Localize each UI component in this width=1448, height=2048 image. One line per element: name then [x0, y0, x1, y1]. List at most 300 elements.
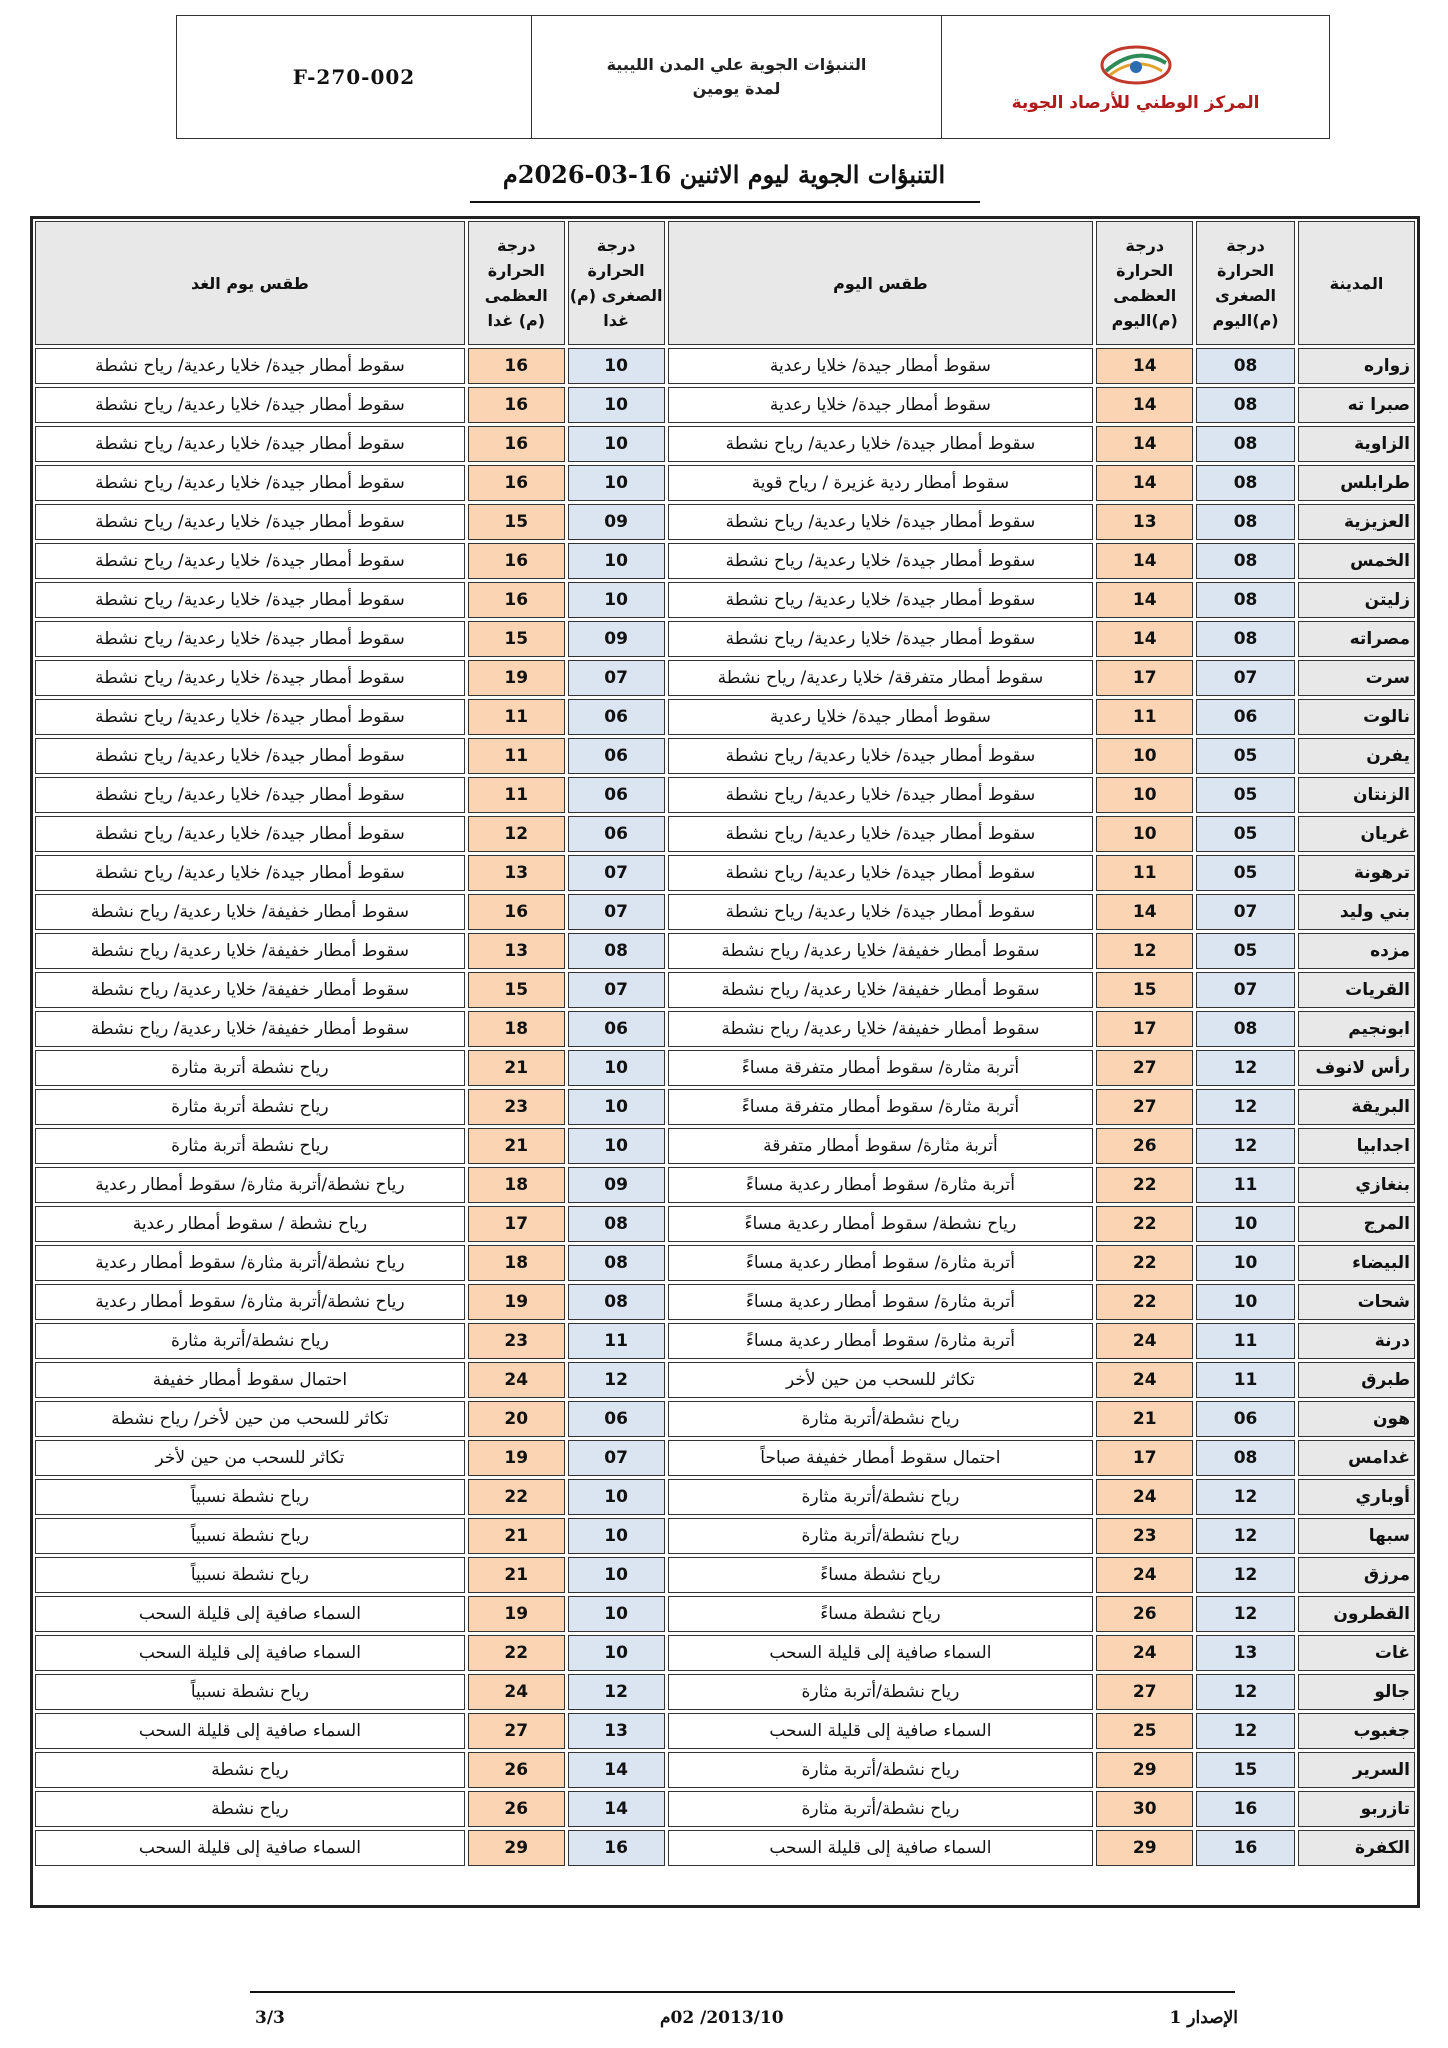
- organization: [942, 16, 1329, 138]
- table-cell-tmax-tomorrow: 17: [468, 1206, 565, 1242]
- table-cell-weather-tomorrow: سقوط أمطار خفيفة/ خلايا رعدية/ رياح نشطة: [35, 972, 465, 1008]
- table-cell-weather-today: أتربة مثارة/ سقوط أمطار رعدية مساءً: [668, 1284, 1094, 1320]
- table-cell-weather-today: سقوط أمطار جيدة/ خلايا رعدية/ رياح نشطة: [668, 582, 1094, 618]
- table-cell-city: ترهونة: [1298, 855, 1415, 891]
- table-cell-weather-tomorrow: سقوط أمطار جيدة/ خلايا رعدية/ رياح نشطة: [35, 387, 465, 423]
- table-cell-tmin-tomorrow: 12: [568, 1674, 665, 1710]
- table-cell-tmin-tomorrow: 08: [568, 1206, 665, 1242]
- table-cell-tmax-tomorrow: 22: [468, 1635, 565, 1671]
- table-cell-city: هون: [1298, 1401, 1415, 1437]
- table-cell-tmax-today: 14: [1096, 348, 1193, 384]
- table-row: [35, 1518, 1415, 1554]
- table-cell-weather-tomorrow: السماء صافية إلى قليلة السحب: [35, 1713, 465, 1749]
- table-cell-tmin-tomorrow: 10: [568, 543, 665, 579]
- table-cell-weather-today: أتربة مثارة/ سقوط أمطار متفرقة مساءً: [668, 1089, 1094, 1125]
- table-cell-weather-today: سقوط أمطار جيدة/ خلايا رعدية/ رياح نشطة: [668, 816, 1094, 852]
- table-cell-tmin-today: 06: [1196, 1401, 1295, 1437]
- table-cell-weather-tomorrow: رياح نشطة/أتربة مثارة/ سقوط أمطار رعدية: [35, 1284, 465, 1320]
- table-cell-weather-tomorrow: احتمال سقوط أمطار خفيفة: [35, 1362, 465, 1398]
- table-cell-tmin-tomorrow: 10: [568, 1635, 665, 1671]
- table-cell-tmin-today: 11: [1196, 1323, 1295, 1359]
- table-cell-weather-tomorrow: سقوط أمطار جيدة/ خلايا رعدية/ رياح نشطة: [35, 543, 465, 579]
- table-cell-weather-tomorrow: رياح نشطة: [35, 1791, 465, 1827]
- table-cell-weather-today: رياح نشطة/أتربة مثارة: [668, 1791, 1094, 1827]
- table-cell-weather-today: سقوط أمطار خفيفة/ خلايا رعدية/ رياح نشطة: [668, 972, 1094, 1008]
- col-header-weather-today: طقس اليوم: [668, 221, 1094, 345]
- table-cell-weather-tomorrow: تكاثر للسحب من حين لأخر: [35, 1440, 465, 1476]
- table-cell-tmax-today: 10: [1096, 777, 1193, 813]
- table-cell-tmin-tomorrow: 10: [568, 465, 665, 501]
- table-row: [35, 465, 1415, 501]
- document-header: [176, 15, 1330, 139]
- table-cell-weather-tomorrow: سقوط أمطار خفيفة/ خلايا رعدية/ رياح نشطة: [35, 894, 465, 930]
- table-cell-tmin-tomorrow: 10: [568, 1596, 665, 1632]
- table-cell-tmin-today: 07: [1196, 894, 1295, 930]
- table-row: [35, 1635, 1415, 1671]
- table-cell-tmax-tomorrow: 16: [468, 582, 565, 618]
- table-row: [35, 1284, 1415, 1320]
- table-cell-tmin-tomorrow: 14: [568, 1752, 665, 1788]
- table-row: [35, 1050, 1415, 1086]
- table-cell-city: بنغازي: [1298, 1167, 1415, 1203]
- table-cell-weather-tomorrow: سقوط أمطار جيدة/ خلايا رعدية/ رياح نشطة: [35, 504, 465, 540]
- table-cell-tmax-tomorrow: 29: [468, 1830, 565, 1866]
- table-row: [35, 933, 1415, 969]
- table-cell-weather-today: سقوط أمطار خفيفة/ خلايا رعدية/ رياح نشطة: [668, 933, 1094, 969]
- header-title-line1: التنبؤات الجوية علي المدن الليبية: [606, 55, 867, 74]
- table-cell-city: الزاوية: [1298, 426, 1415, 462]
- table-cell-tmax-today: 27: [1096, 1674, 1193, 1710]
- table-cell-tmax-today: 27: [1096, 1050, 1193, 1086]
- table-cell-tmax-tomorrow: 19: [468, 1284, 565, 1320]
- table-cell-weather-today: رياح نشطة/أتربة مثارة: [668, 1401, 1094, 1437]
- table-cell-weather-tomorrow: سقوط أمطار جيدة/ خلايا رعدية/ رياح نشطة: [35, 426, 465, 462]
- table-cell-tmin-tomorrow: 10: [568, 1050, 665, 1086]
- table-cell-city: مزده: [1298, 933, 1415, 969]
- table-cell-tmin-today: 08: [1196, 348, 1295, 384]
- table-cell-weather-today: رياح نشطة/ سقوط أمطار رعدية مساءً: [668, 1206, 1094, 1242]
- table-cell-city: غريان: [1298, 816, 1415, 852]
- footer-edition: الإصدار 1: [1169, 2008, 1238, 2028]
- table-cell-city: بني وليد: [1298, 894, 1415, 930]
- table-row: [35, 699, 1415, 735]
- table-cell-tmin-today: 12: [1196, 1518, 1295, 1554]
- table-cell-tmin-tomorrow: 09: [568, 504, 665, 540]
- table-cell-tmin-tomorrow: 07: [568, 660, 665, 696]
- table-cell-tmax-today: 12: [1096, 933, 1193, 969]
- header-title-line2: لمدة يومين: [692, 79, 781, 98]
- table-cell-tmax-tomorrow: 21: [468, 1518, 565, 1554]
- table-row: [35, 1752, 1415, 1788]
- table-row: [35, 1479, 1415, 1515]
- table-cell-tmin-today: 05: [1196, 816, 1295, 852]
- table-cell-tmin-tomorrow: 09: [568, 621, 665, 657]
- table-cell-weather-today: رياح نشطة/أتربة مثارة: [668, 1518, 1094, 1554]
- table-cell-tmin-tomorrow: 06: [568, 816, 665, 852]
- table-cell-tmax-tomorrow: 21: [468, 1050, 565, 1086]
- footer-rule: [250, 1991, 1235, 1993]
- table-cell-tmax-tomorrow: 16: [468, 348, 565, 384]
- table-cell-tmax-tomorrow: 16: [468, 465, 565, 501]
- table-cell-weather-today: تكاثر للسحب من حين لأخر: [668, 1362, 1094, 1398]
- table-cell-tmin-tomorrow: 10: [568, 1479, 665, 1515]
- table-cell-tmin-today: 11: [1196, 1167, 1295, 1203]
- table-row: [35, 1557, 1415, 1593]
- table-cell-tmax-today: 22: [1096, 1167, 1193, 1203]
- table-cell-tmin-today: 08: [1196, 1440, 1295, 1476]
- table-cell-tmin-today: 10: [1196, 1284, 1295, 1320]
- table-cell-tmin-tomorrow: 06: [568, 1011, 665, 1047]
- table-cell-tmax-tomorrow: 24: [468, 1362, 565, 1398]
- table-cell-city: العزيزية: [1298, 504, 1415, 540]
- table-cell-weather-tomorrow: سقوط أمطار خفيفة/ خلايا رعدية/ رياح نشطة: [35, 1011, 465, 1047]
- table-cell-weather-tomorrow: رياح نشطة نسبياً: [35, 1479, 465, 1515]
- table-cell-city: زليتن: [1298, 582, 1415, 618]
- table-cell-tmax-today: 11: [1096, 699, 1193, 735]
- table-row: [35, 894, 1415, 930]
- table-cell-tmax-tomorrow: 26: [468, 1752, 565, 1788]
- table-cell-weather-today: رياح نشطة/أتربة مثارة: [668, 1674, 1094, 1710]
- table-row: [35, 1791, 1415, 1827]
- table-cell-weather-tomorrow: رياح نشطة أتربة مثارة: [35, 1089, 465, 1125]
- table-cell-tmax-today: 14: [1096, 387, 1193, 423]
- table-row: [35, 1089, 1415, 1125]
- table-cell-tmax-today: 21: [1096, 1401, 1193, 1437]
- table-row: [35, 816, 1415, 852]
- table-cell-tmin-tomorrow: 06: [568, 1401, 665, 1437]
- table-cell-city: رأس لانوف: [1298, 1050, 1415, 1086]
- table-cell-tmin-tomorrow: 10: [568, 348, 665, 384]
- table-cell-tmin-tomorrow: 07: [568, 894, 665, 930]
- col-header-tmax-tomorrow: درجة الحرارة العظمى (م) غدا: [468, 221, 565, 345]
- table-cell-tmin-today: 08: [1196, 1011, 1295, 1047]
- table-cell-city: أوباري: [1298, 1479, 1415, 1515]
- table-cell-city: القطرون: [1298, 1596, 1415, 1632]
- table-cell-weather-today: السماء صافية إلى قليلة السحب: [668, 1635, 1094, 1671]
- table-row: [35, 387, 1415, 423]
- table-cell-weather-tomorrow: رياح نشطة أتربة مثارة: [35, 1050, 465, 1086]
- table-cell-tmin-tomorrow: 06: [568, 738, 665, 774]
- table-cell-weather-today: أتربة مثارة/ سقوط أمطار رعدية مساءً: [668, 1167, 1094, 1203]
- footer-date: 2013/10/ 02م: [660, 2008, 784, 2028]
- table-cell-weather-tomorrow: السماء صافية إلى قليلة السحب: [35, 1830, 465, 1866]
- table-cell-city: جالو: [1298, 1674, 1415, 1710]
- table-cell-tmin-today: 10: [1196, 1206, 1295, 1242]
- table-cell-tmax-today: 24: [1096, 1362, 1193, 1398]
- table-row: [35, 426, 1415, 462]
- table-cell-weather-today: أتربة مثارة/ سقوط أمطار رعدية مساءً: [668, 1245, 1094, 1281]
- table-cell-weather-tomorrow: سقوط أمطار جيدة/ خلايا رعدية/ رياح نشطة: [35, 582, 465, 618]
- table-cell-tmax-today: 24: [1096, 1557, 1193, 1593]
- table-cell-weather-today: سقوط أمطار ردية غزيرة / رياح قوية: [668, 465, 1094, 501]
- table-row: [35, 777, 1415, 813]
- table-cell-tmin-today: 06: [1196, 699, 1295, 735]
- table-cell-tmin-today: 05: [1196, 855, 1295, 891]
- table-cell-tmax-today: 30: [1096, 1791, 1193, 1827]
- table-cell-weather-today: سقوط أمطار جيدة/ خلايا رعدية/ رياح نشطة: [668, 543, 1094, 579]
- table-cell-city: طرابلس: [1298, 465, 1415, 501]
- table-cell-tmax-today: 10: [1096, 738, 1193, 774]
- table-cell-weather-tomorrow: سقوط أمطار جيدة/ خلايا رعدية/ رياح نشطة: [35, 738, 465, 774]
- table-row: [35, 855, 1415, 891]
- table-cell-tmax-today: 25: [1096, 1713, 1193, 1749]
- table-cell-tmax-today: 10: [1096, 816, 1193, 852]
- table-cell-tmax-tomorrow: 15: [468, 972, 565, 1008]
- table-cell-tmin-tomorrow: 07: [568, 1440, 665, 1476]
- table-cell-weather-today: سقوط أمطار جيدة/ خلايا رعدية/ رياح نشطة: [668, 777, 1094, 813]
- table-cell-weather-tomorrow: السماء صافية إلى قليلة السحب: [35, 1635, 465, 1671]
- table-cell-tmax-today: 14: [1096, 582, 1193, 618]
- table-cell-tmin-today: 08: [1196, 543, 1295, 579]
- table-cell-tmin-today: 08: [1196, 621, 1295, 657]
- table-cell-tmin-today: 11: [1196, 1362, 1295, 1398]
- table-cell-city: السرير: [1298, 1752, 1415, 1788]
- table-cell-tmax-today: 22: [1096, 1284, 1193, 1320]
- table-cell-city: سرت: [1298, 660, 1415, 696]
- table-cell-weather-tomorrow: رياح نشطة نسبياً: [35, 1674, 465, 1710]
- table-cell-city: الزنتان: [1298, 777, 1415, 813]
- table-cell-tmax-tomorrow: 16: [468, 894, 565, 930]
- table-cell-tmax-tomorrow: 16: [468, 426, 565, 462]
- table-row: [35, 1323, 1415, 1359]
- table-cell-tmin-today: 12: [1196, 1089, 1295, 1125]
- table-cell-tmax-today: 26: [1096, 1596, 1193, 1632]
- table-cell-weather-tomorrow: سقوط أمطار جيدة/ خلايا رعدية/ رياح نشطة: [35, 816, 465, 852]
- col-header-weather-tomorrow: طقس يوم الغد: [35, 221, 465, 345]
- table-cell-city: شحات: [1298, 1284, 1415, 1320]
- table-cell-city: اجدابيا: [1298, 1128, 1415, 1164]
- table-cell-tmin-tomorrow: 16: [568, 1830, 665, 1866]
- table-cell-weather-tomorrow: سقوط أمطار جيدة/ خلايا رعدية/ رياح نشطة: [35, 348, 465, 384]
- organization-name: المركز الوطني للأرصاد الجوية: [1011, 93, 1260, 113]
- table-cell-tmax-tomorrow: 23: [468, 1089, 565, 1125]
- table-row: [35, 1830, 1415, 1866]
- table-cell-tmin-tomorrow: 10: [568, 1128, 665, 1164]
- table-cell-weather-tomorrow: رياح نشطة: [35, 1752, 465, 1788]
- table-cell-weather-today: سقوط أمطار جيدة/ خلايا رعدية: [668, 387, 1094, 423]
- table-cell-weather-tomorrow: سقوط أمطار جيدة/ خلايا رعدية/ رياح نشطة: [35, 777, 465, 813]
- table-cell-tmin-today: 12: [1196, 1479, 1295, 1515]
- title-underline: [470, 201, 980, 203]
- table-cell-weather-tomorrow: رياح نشطة نسبياً: [35, 1518, 465, 1554]
- table-cell-weather-today: السماء صافية إلى قليلة السحب: [668, 1830, 1094, 1866]
- table-cell-tmin-today: 12: [1196, 1596, 1295, 1632]
- table-cell-tmin-tomorrow: 10: [568, 582, 665, 618]
- table-cell-tmax-tomorrow: 20: [468, 1401, 565, 1437]
- table-cell-tmax-today: 14: [1096, 894, 1193, 930]
- table-cell-city: البيضاء: [1298, 1245, 1415, 1281]
- table-row: [35, 1362, 1415, 1398]
- table-cell-weather-today: سقوط أمطار جيدة/ خلايا رعدية/ رياح نشطة: [668, 621, 1094, 657]
- table-cell-tmax-today: 26: [1096, 1128, 1193, 1164]
- table-cell-weather-tomorrow: سقوط أمطار جيدة/ خلايا رعدية/ رياح نشطة: [35, 699, 465, 735]
- table-cell-tmin-today: 08: [1196, 465, 1295, 501]
- table-cell-weather-today: سقوط أمطار جيدة/ خلايا رعدية/ رياح نشطة: [668, 504, 1094, 540]
- table-cell-tmin-today: 07: [1196, 972, 1295, 1008]
- table-row: [35, 1596, 1415, 1632]
- table-cell-city: المرج: [1298, 1206, 1415, 1242]
- table-row: [35, 1440, 1415, 1476]
- table-cell-tmax-tomorrow: 27: [468, 1713, 565, 1749]
- table-row: [35, 1401, 1415, 1437]
- table-cell-weather-today: سقوط أمطار جيدة/ خلايا رعدية: [668, 699, 1094, 735]
- table-cell-city: مصراته: [1298, 621, 1415, 657]
- table-cell-tmin-tomorrow: 08: [568, 1284, 665, 1320]
- table-cell-city: ابونجيم: [1298, 1011, 1415, 1047]
- table-cell-tmin-today: 16: [1196, 1830, 1295, 1866]
- form-code: F-270-002: [177, 16, 532, 138]
- table-cell-weather-today: احتمال سقوط أمطار خفيفة صباحاً: [668, 1440, 1094, 1476]
- table-row: [35, 738, 1415, 774]
- table-cell-city: سبها: [1298, 1518, 1415, 1554]
- table-cell-city: البريقة: [1298, 1089, 1415, 1125]
- meteorological-center-logo-icon: [1096, 41, 1176, 87]
- table-cell-tmin-today: 08: [1196, 387, 1295, 423]
- table-cell-tmax-today: 23: [1096, 1518, 1193, 1554]
- table-cell-tmax-today: 11: [1096, 855, 1193, 891]
- table-cell-tmax-tomorrow: 23: [468, 1323, 565, 1359]
- table-cell-tmin-tomorrow: 13: [568, 1713, 665, 1749]
- table-cell-weather-today: سقوط أمطار جيدة/ خلايا رعدية/ رياح نشطة: [668, 894, 1094, 930]
- table-cell-tmax-today: 24: [1096, 1323, 1193, 1359]
- table-cell-city: جغبوب: [1298, 1713, 1415, 1749]
- table-cell-tmax-today: 17: [1096, 1011, 1193, 1047]
- col-header-tmin-tomorrow: درجة الحرارة الصغرى (م) غدا: [568, 221, 665, 345]
- table-cell-tmax-today: 13: [1096, 504, 1193, 540]
- table-row: [35, 1674, 1415, 1710]
- table-cell-city: القريات: [1298, 972, 1415, 1008]
- table-cell-tmin-tomorrow: 07: [568, 855, 665, 891]
- table-cell-tmax-tomorrow: 13: [468, 855, 565, 891]
- table-row: [35, 543, 1415, 579]
- table-cell-tmax-tomorrow: 12: [468, 816, 565, 852]
- table-row: [35, 348, 1415, 384]
- table-cell-city: صبرا ته: [1298, 387, 1415, 423]
- table-cell-tmin-tomorrow: 08: [568, 933, 665, 969]
- table-cell-tmin-tomorrow: 10: [568, 426, 665, 462]
- table-cell-weather-tomorrow: تكاثر للسحب من حين لأخر/ رياح نشطة: [35, 1401, 465, 1437]
- table-cell-weather-tomorrow: سقوط أمطار جيدة/ خلايا رعدية/ رياح نشطة: [35, 660, 465, 696]
- table-cell-city: نالوت: [1298, 699, 1415, 735]
- table-cell-tmax-tomorrow: 26: [468, 1791, 565, 1827]
- table-row: [35, 1245, 1415, 1281]
- table-cell-tmin-today: 08: [1196, 504, 1295, 540]
- table-cell-tmax-today: 29: [1096, 1830, 1193, 1866]
- table-cell-tmax-tomorrow: 11: [468, 699, 565, 735]
- table-cell-tmax-tomorrow: 19: [468, 660, 565, 696]
- table-cell-tmax-tomorrow: 22: [468, 1479, 565, 1515]
- table-cell-tmin-tomorrow: 10: [568, 1089, 665, 1125]
- table-cell-tmax-tomorrow: 16: [468, 387, 565, 423]
- table-cell-weather-tomorrow: رياح نشطة نسبياً: [35, 1557, 465, 1593]
- table-cell-tmax-today: 27: [1096, 1089, 1193, 1125]
- table-cell-tmin-today: 12: [1196, 1128, 1295, 1164]
- table-cell-weather-today: السماء صافية إلى قليلة السحب: [668, 1713, 1094, 1749]
- table-cell-weather-tomorrow: رياح نشطة/أتربة مثارة/ سقوط أمطار رعدية: [35, 1167, 465, 1203]
- table-cell-tmax-today: 22: [1096, 1245, 1193, 1281]
- table-cell-tmax-tomorrow: 18: [468, 1011, 565, 1047]
- table-cell-weather-tomorrow: سقوط أمطار جيدة/ خلايا رعدية/ رياح نشطة: [35, 855, 465, 891]
- table-cell-tmax-tomorrow: 15: [468, 621, 565, 657]
- table-row: [35, 621, 1415, 657]
- table-cell-weather-today: سقوط أمطار جيدة/ خلايا رعدية/ رياح نشطة: [668, 426, 1094, 462]
- table-cell-tmax-tomorrow: 16: [468, 543, 565, 579]
- page-title: التنبؤات الجوية ليوم الاثنين 16-03-2026م: [502, 160, 946, 189]
- table-cell-tmax-tomorrow: 18: [468, 1245, 565, 1281]
- table-cell-weather-tomorrow: رياح نشطة/أتربة مثارة/ سقوط أمطار رعدية: [35, 1245, 465, 1281]
- table-cell-tmin-tomorrow: 10: [568, 1557, 665, 1593]
- table-cell-tmax-tomorrow: 18: [468, 1167, 565, 1203]
- table-cell-tmax-today: 22: [1096, 1206, 1193, 1242]
- table-cell-tmax-tomorrow: 11: [468, 777, 565, 813]
- table-cell-city: يفرن: [1298, 738, 1415, 774]
- table-cell-weather-tomorrow: رياح نشطة/أتربة مثارة: [35, 1323, 465, 1359]
- table-cell-weather-tomorrow: رياح نشطة / سقوط أمطار رعدية: [35, 1206, 465, 1242]
- table-cell-tmin-tomorrow: 06: [568, 777, 665, 813]
- table-cell-tmax-today: 24: [1096, 1635, 1193, 1671]
- table-cell-city: طبرق: [1298, 1362, 1415, 1398]
- footer-page-number: 3/3: [255, 2008, 285, 2028]
- table-cell-tmin-today: 12: [1196, 1557, 1295, 1593]
- header-title: [532, 16, 942, 138]
- table-cell-tmax-tomorrow: 21: [468, 1557, 565, 1593]
- table-cell-city: زواره: [1298, 348, 1415, 384]
- table-row: [35, 582, 1415, 618]
- table-cell-tmax-today: 24: [1096, 1479, 1193, 1515]
- table-cell-tmin-today: 07: [1196, 660, 1295, 696]
- table-cell-tmin-tomorrow: 06: [568, 699, 665, 735]
- table-cell-weather-today: سقوط أمطار خفيفة/ خلايا رعدية/ رياح نشطة: [668, 1011, 1094, 1047]
- table-cell-weather-today: أتربة مثارة/ سقوط أمطار متفرقة: [668, 1128, 1094, 1164]
- table-cell-tmin-today: 15: [1196, 1752, 1295, 1788]
- table-cell-tmax-today: 17: [1096, 660, 1193, 696]
- table-header-row: [35, 221, 1415, 345]
- table-row: [35, 1206, 1415, 1242]
- table-cell-tmin-today: 05: [1196, 933, 1295, 969]
- table-cell-tmin-tomorrow: 07: [568, 972, 665, 1008]
- table-row: [35, 972, 1415, 1008]
- table-cell-weather-today: أتربة مثارة/ سقوط أمطار متفرقة مساءً: [668, 1050, 1094, 1086]
- table-row: [35, 504, 1415, 540]
- table-row: [35, 1128, 1415, 1164]
- table-cell-weather-tomorrow: السماء صافية إلى قليلة السحب: [35, 1596, 465, 1632]
- table-cell-tmax-today: 15: [1096, 972, 1193, 1008]
- table-cell-tmin-tomorrow: 10: [568, 1518, 665, 1554]
- table-cell-tmax-tomorrow: 19: [468, 1440, 565, 1476]
- table-cell-weather-today: سقوط أمطار متفرقة/ خلايا رعدية/ رياح نشطة: [668, 660, 1094, 696]
- table-cell-tmin-tomorrow: 09: [568, 1167, 665, 1203]
- table-cell-tmax-tomorrow: 19: [468, 1596, 565, 1632]
- table-cell-tmax-tomorrow: 13: [468, 933, 565, 969]
- table-cell-tmin-tomorrow: 11: [568, 1323, 665, 1359]
- table-row: [35, 660, 1415, 696]
- table-cell-weather-today: رياح نشطة/أتربة مثارة: [668, 1479, 1094, 1515]
- table-cell-city: الكفرة: [1298, 1830, 1415, 1866]
- table-cell-tmax-tomorrow: 11: [468, 738, 565, 774]
- table-cell-tmin-today: 08: [1196, 426, 1295, 462]
- table-cell-tmax-today: 14: [1096, 426, 1193, 462]
- table-cell-tmax-today: 14: [1096, 465, 1193, 501]
- table-cell-tmin-today: 13: [1196, 1635, 1295, 1671]
- table-cell-tmin-today: 05: [1196, 777, 1295, 813]
- table-cell-city: تازربو: [1298, 1791, 1415, 1827]
- table-cell-weather-today: سقوط أمطار جيدة/ خلايا رعدية: [668, 348, 1094, 384]
- table-cell-weather-today: أتربة مثارة/ سقوط أمطار رعدية مساءً: [668, 1323, 1094, 1359]
- table-cell-tmin-today: 10: [1196, 1245, 1295, 1281]
- table-cell-weather-tomorrow: رياح نشطة أتربة مثارة: [35, 1128, 465, 1164]
- table-cell-tmax-today: 14: [1096, 543, 1193, 579]
- table-cell-tmin-today: 16: [1196, 1791, 1295, 1827]
